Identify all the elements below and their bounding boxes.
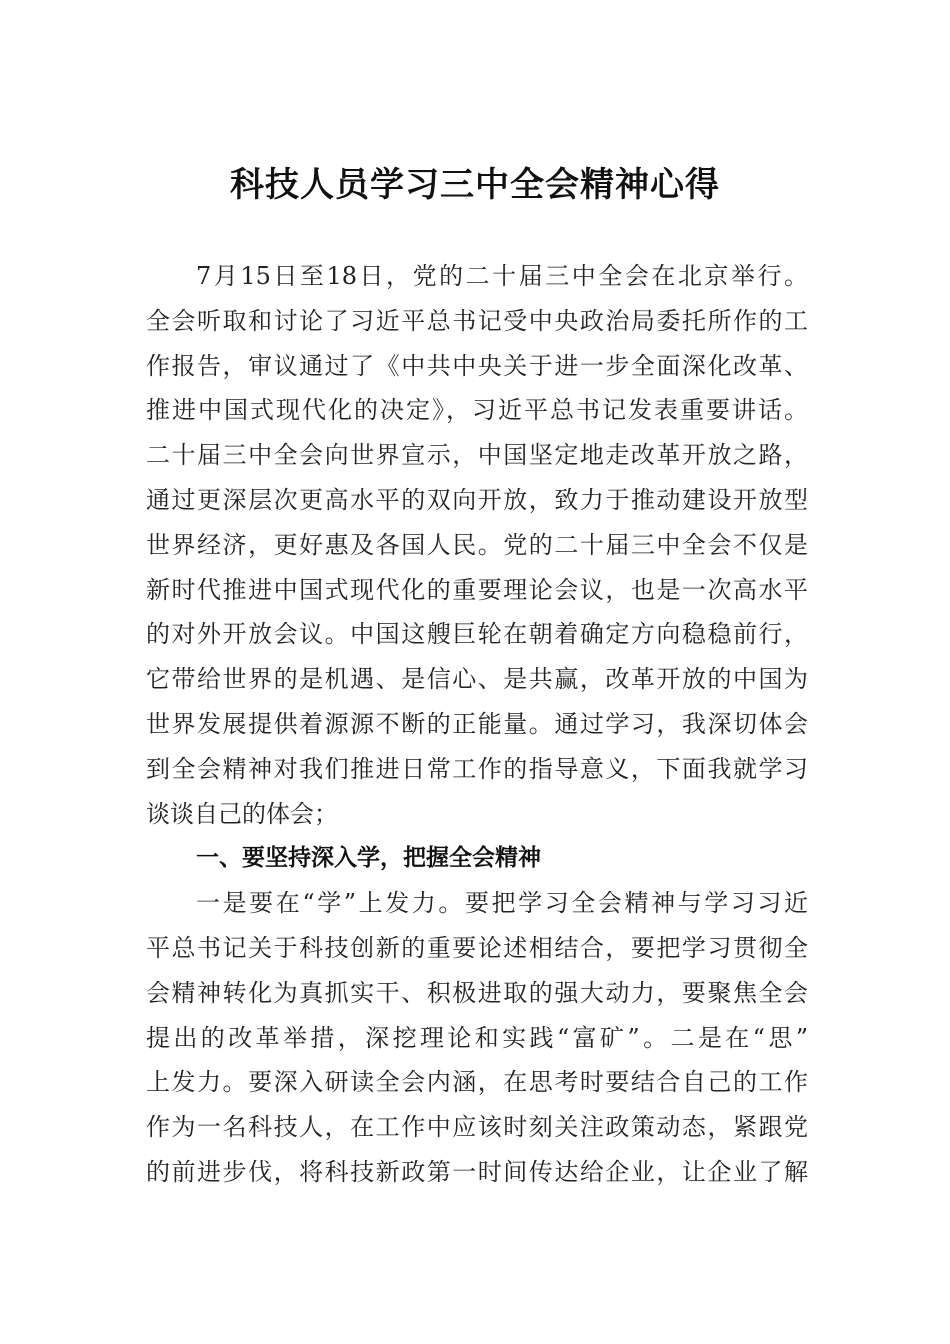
paragraph-line: 7月15日至18日，党的二十届三中全会在北京举行。 [196,262,808,290]
paragraph-line: 的对外开放会议。中国这艘巨轮在朝着确定方向稳稳前行， [146,620,808,649]
paragraph-line: 通过更深层次更高水平的双向开放，致力于推动建设开放型 [146,485,808,514]
paragraph-line: 到全会精神对我们推进日常工作的指导意义，下面我就学习 [146,754,808,783]
paragraph-line: 世界发展提供着源源不断的正能量。通过学习，我深切体会 [146,709,808,738]
paragraph-line: 推进中国式现代化的决定》，习近平总书记发表重要讲话。 [146,396,808,425]
paragraph-line: 会精神转化为真抓实干、积极进取的强大动力，要聚焦全会 [146,978,808,1007]
paragraph-line: 提出的改革举措，深挖理论和实践“富矿”。二是在“思” [146,1023,808,1052]
paragraph-line: 它带给世界的是机遇、是信心、是共赢，改革开放的中国为 [146,665,808,694]
paragraph-line: 世界经济，更好惠及各国人民。党的二十届三中全会不仅是 [146,530,808,559]
paragraph-line: 作为一名科技人，在工作中应该时刻关注政策动态，紧跟党 [146,1113,808,1142]
paragraph-line: 全会听取和讨论了习近平总书记受中央政治局委托所作的工 [146,306,808,335]
document-title: 科技人员学习三中全会精神心得 [230,165,720,205]
paragraph-line: 二十届三中全会向世界宣示，中国坚定地走改革开放之路， [146,441,808,470]
paragraph-line: 谈谈自己的体会； [146,799,338,828]
paragraph-line: 上发力。要深入研读全会内涵，在思考时要结合自己的工作 [146,1068,808,1097]
paragraph-line: 的前进步伐，将科技新政第一时间传达给企业，让企业了解 [146,1157,808,1186]
paragraph-line: 新时代推进中国式现代化的重要理论会议，也是一次高水平 [146,575,808,604]
paragraph-line: 一是要在“学”上发力。要把学习全会精神与学习习近 [196,889,808,918]
section-heading: 一、要坚持深入学，把握全会精神 [196,845,541,872]
paragraph-line: 平总书记关于科技创新的重要论述相结合，要把学习贯彻全 [146,933,808,962]
paragraph-line: 作报告，审议通过了《中共中央关于进一步全面深化改革、 [146,351,808,380]
document-body [146,254,808,1195]
